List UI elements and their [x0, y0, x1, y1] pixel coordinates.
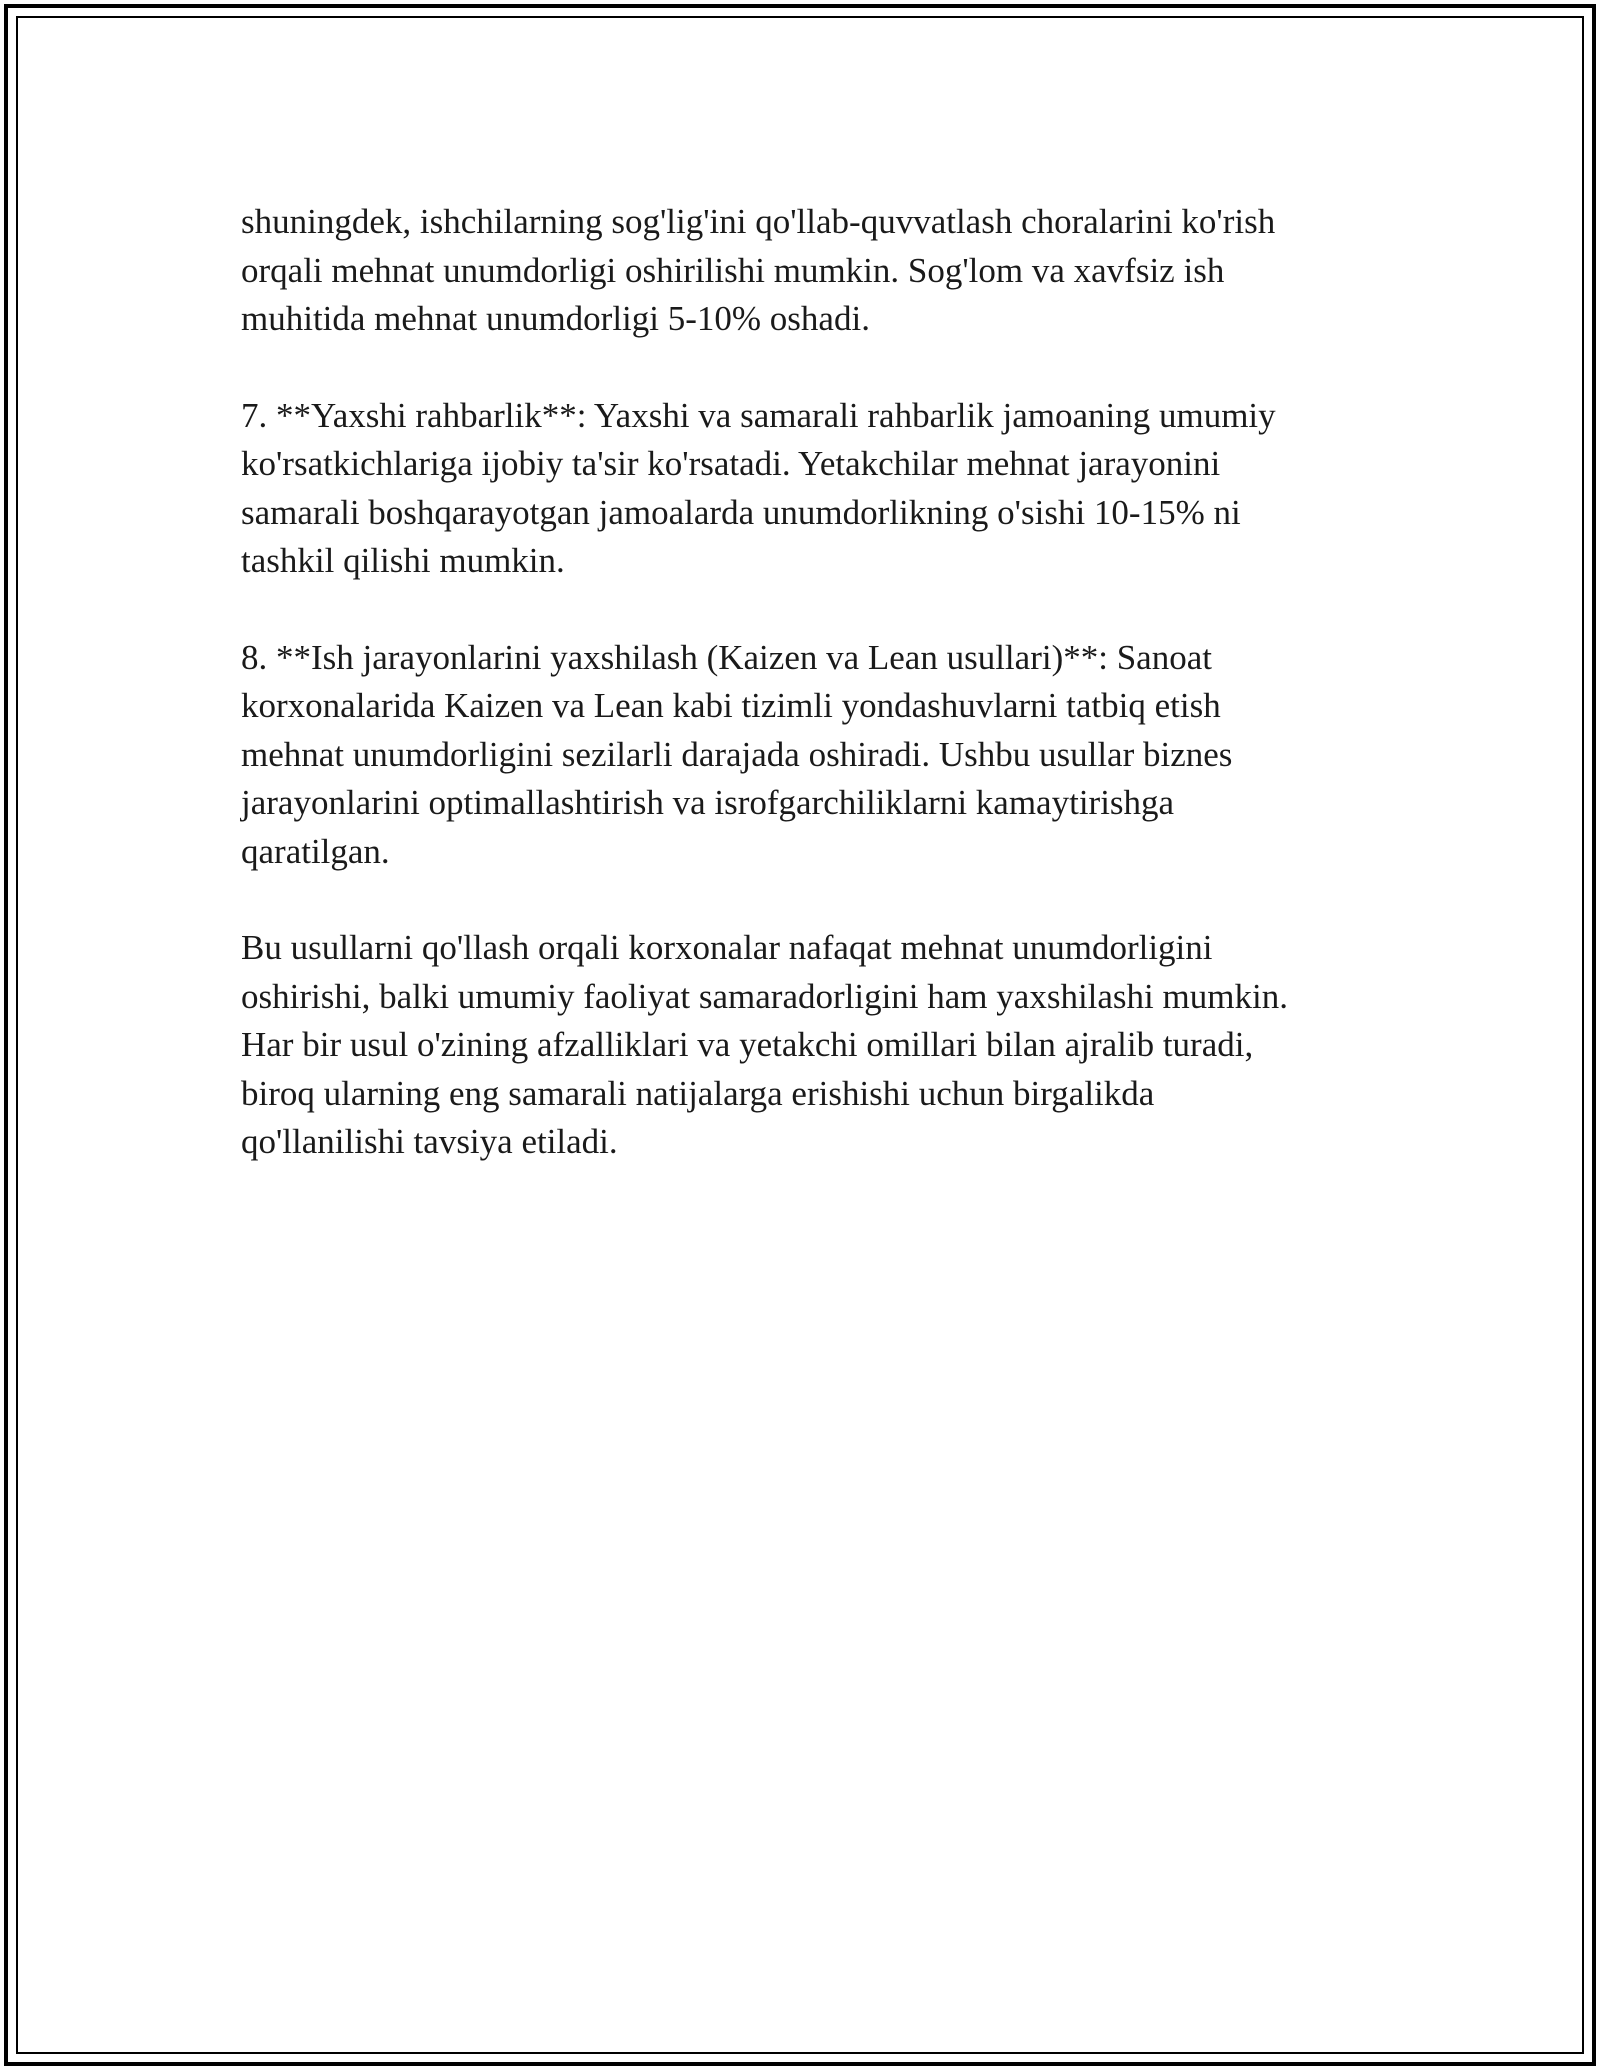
text-line: jarayonlarini optimallashtirish va isrofgarchiliklarni kamaytirishga	[241, 783, 1175, 822]
text-line: 8. **Ish jarayonlarini yaxshilash (Kaizen va Lean usullari)**: Sanoat	[241, 637, 1212, 677]
text-line: biroq ularning eng samarali natijalarga erishishi uchun birgalikda	[241, 1073, 1155, 1113]
document-body	[241, 198, 1381, 1215]
text-line: oshirishi, balki umumiy faoliyat samaradorligini ham yaxshilashi mumkin.	[241, 976, 1288, 1016]
text-line: qaratilgan.	[241, 831, 390, 871]
text-line: korxonalarida Kaizen va Lean kabi tizimli yondashuvlarni tatbiq etish	[241, 686, 1221, 725]
text-line: ko'rsatkichlariga ijobiy ta'sir ko'rsatadi. Yetakchilar mehnat jarayonini	[241, 444, 1221, 483]
text-line: mehnat unumdorligini sezilarli darajada oshiradi. Ushbu usullar biznes	[241, 734, 1233, 774]
text-line: orqali mehnat unumdorligi oshirilishi mumkin. Sog'lom va xavfsiz ish	[241, 250, 1225, 290]
text-line: tashkil qilishi mumkin.	[241, 541, 565, 580]
text-line: Bu usullarni qo'llash orqali korxonalar nafaqat mehnat unumdorligini	[241, 928, 1213, 967]
paragraph-kaizen-lean	[241, 634, 1381, 877]
text-line: shuningdek, ishchilarning sog'lig'ini qo'llab-quvvatlash choralarini ko'rish	[241, 202, 1276, 241]
paragraph-health	[241, 198, 1381, 344]
page-frame	[4, 4, 1596, 2066]
paragraph-conclusion	[241, 924, 1381, 1167]
text-line: samarali boshqarayotgan jamoalarda unumdorlikning o'sishi 10-15% ni	[241, 492, 1241, 532]
text-line: muhitida mehnat unumdorligi 5-10% oshadi.	[241, 299, 870, 338]
paragraph-leadership	[241, 392, 1381, 586]
text-line: 7. **Yaxshi rahbarlik**: Yaxshi va samarali rahbarlik jamoaning umumiy	[241, 395, 1276, 435]
text-line: Har bir usul o'zining afzalliklari va yetakchi omillari bilan ajralib turadi,	[241, 1025, 1254, 1064]
text-line: qo'llanilishi tavsiya etiladi.	[241, 1122, 618, 1161]
